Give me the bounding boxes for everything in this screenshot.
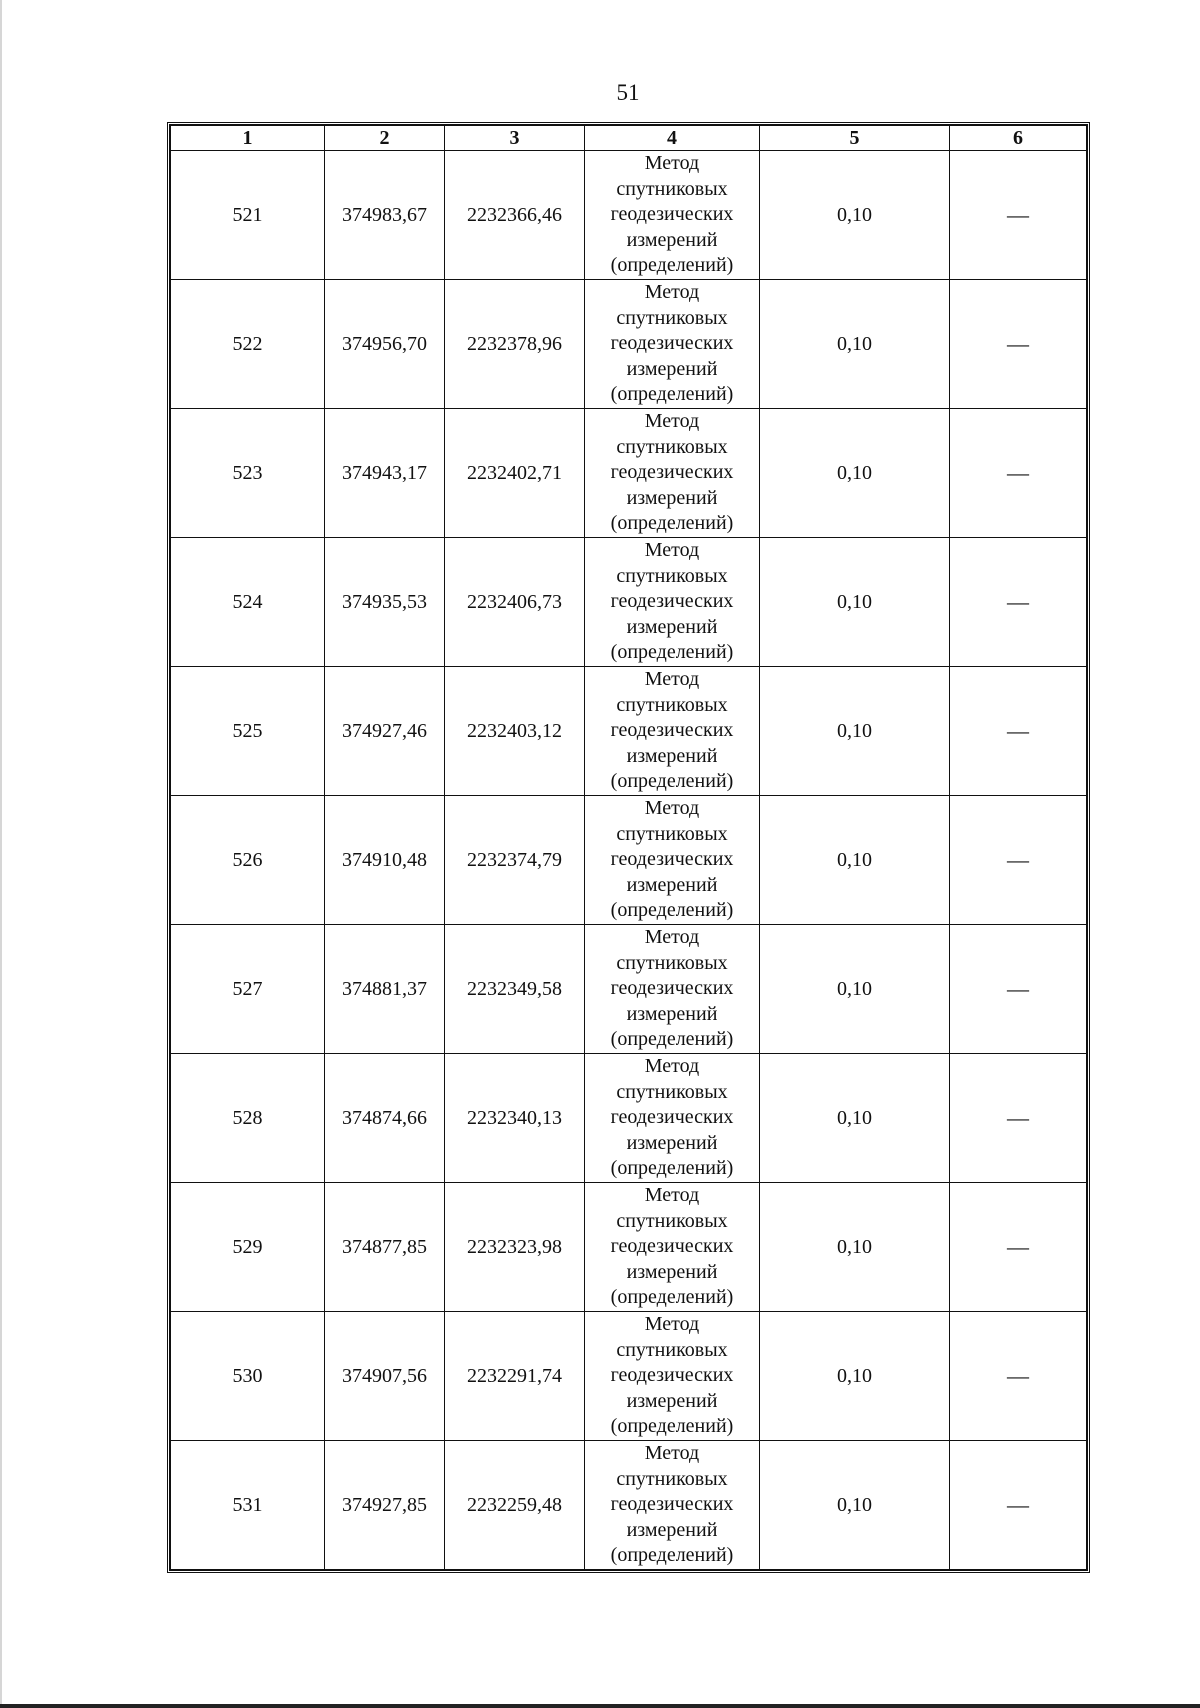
accuracy-cell: 0,10 bbox=[760, 925, 950, 1054]
header-col-1: 1 bbox=[171, 126, 325, 151]
accuracy-cell: 0,10 bbox=[760, 409, 950, 538]
table-row bbox=[171, 1183, 1087, 1312]
note-cell: — bbox=[950, 1054, 1087, 1183]
method-line: Метод bbox=[644, 1313, 700, 1336]
method-cell bbox=[585, 667, 760, 796]
method-line: геодезических bbox=[610, 1106, 734, 1129]
table-row bbox=[171, 667, 1087, 796]
method-line: измерений bbox=[626, 228, 718, 251]
method-line: (определений) bbox=[610, 254, 734, 277]
x-coordinate-cell: 374935,53 bbox=[325, 538, 445, 667]
method-line: Метод bbox=[644, 668, 700, 691]
table-row bbox=[171, 1054, 1087, 1183]
page-number: 51 bbox=[616, 80, 640, 105]
table-row bbox=[171, 1441, 1087, 1570]
y-coordinate-cell: 2232259,48 bbox=[445, 1441, 585, 1570]
method-line: Метод bbox=[644, 1442, 700, 1465]
y-coordinate-cell: 2232349,58 bbox=[445, 925, 585, 1054]
note-cell: — bbox=[950, 925, 1087, 1054]
point-number-cell: 529 bbox=[171, 1183, 325, 1312]
table-row bbox=[171, 925, 1087, 1054]
method-line: геодезических bbox=[610, 1364, 734, 1387]
method-line: (определений) bbox=[610, 383, 734, 406]
x-coordinate-cell: 374881,37 bbox=[325, 925, 445, 1054]
header-row bbox=[171, 126, 1087, 151]
table-row bbox=[171, 151, 1087, 280]
method-line: геодезических bbox=[610, 719, 734, 742]
method-line: спутниковых bbox=[616, 693, 728, 716]
table-row bbox=[171, 1312, 1087, 1441]
method-line: спутниковых bbox=[616, 177, 728, 200]
method-line: геодезических bbox=[610, 977, 734, 1000]
y-coordinate-cell: 2232378,96 bbox=[445, 280, 585, 409]
point-number-cell: 523 bbox=[171, 409, 325, 538]
note-cell: — bbox=[950, 667, 1087, 796]
point-number-cell: 522 bbox=[171, 280, 325, 409]
accuracy-cell: 0,10 bbox=[760, 151, 950, 280]
table-body bbox=[171, 151, 1087, 1570]
x-coordinate-cell: 374943,17 bbox=[325, 409, 445, 538]
y-coordinate-cell: 2232374,79 bbox=[445, 796, 585, 925]
table-row bbox=[171, 280, 1087, 409]
method-line: измерений bbox=[626, 615, 718, 638]
method-line: спутниковых bbox=[616, 435, 728, 458]
method-line: измерений bbox=[626, 1389, 718, 1412]
x-coordinate-cell: 374907,56 bbox=[325, 1312, 445, 1441]
method-line: измерений bbox=[626, 744, 718, 767]
method-line: измерений bbox=[626, 1518, 718, 1541]
header-col-3: 3 bbox=[445, 126, 585, 151]
y-coordinate-cell: 2232406,73 bbox=[445, 538, 585, 667]
method-cell bbox=[585, 1183, 760, 1312]
table-header bbox=[171, 126, 1087, 151]
method-line: Метод bbox=[644, 926, 700, 949]
method-line: измерений bbox=[626, 1260, 718, 1283]
point-number-cell: 528 bbox=[171, 1054, 325, 1183]
method-line: (определений) bbox=[610, 1415, 734, 1438]
table-row bbox=[171, 538, 1087, 667]
method-line: геодезических bbox=[610, 461, 734, 484]
accuracy-cell: 0,10 bbox=[760, 667, 950, 796]
y-coordinate-cell: 2232291,74 bbox=[445, 1312, 585, 1441]
note-cell: — bbox=[950, 151, 1087, 280]
method-line: (определений) bbox=[610, 1544, 734, 1567]
method-cell bbox=[585, 280, 760, 409]
method-line: Метод bbox=[644, 281, 700, 304]
point-number-cell: 521 bbox=[171, 151, 325, 280]
accuracy-cell: 0,10 bbox=[760, 1183, 950, 1312]
method-line: геодезических bbox=[610, 848, 734, 871]
y-coordinate-cell: 2232366,46 bbox=[445, 151, 585, 280]
x-coordinate-cell: 374983,67 bbox=[325, 151, 445, 280]
header-col-2: 2 bbox=[325, 126, 445, 151]
method-line: геодезических bbox=[610, 590, 734, 613]
method-line: (определений) bbox=[610, 770, 734, 793]
point-number-cell: 526 bbox=[171, 796, 325, 925]
method-line: спутниковых bbox=[616, 306, 728, 329]
method-line: Метод bbox=[644, 1184, 700, 1207]
point-number-cell: 525 bbox=[171, 667, 325, 796]
method-line: геодезических bbox=[610, 332, 734, 355]
method-line: спутниковых bbox=[616, 951, 728, 974]
method-line: Метод bbox=[644, 539, 700, 562]
y-coordinate-cell: 2232403,12 bbox=[445, 667, 585, 796]
method-cell bbox=[585, 796, 760, 925]
x-coordinate-cell: 374927,46 bbox=[325, 667, 445, 796]
note-cell: — bbox=[950, 280, 1087, 409]
note-cell: — bbox=[950, 796, 1087, 925]
method-cell bbox=[585, 151, 760, 280]
method-line: спутниковых bbox=[616, 1209, 728, 1232]
method-line: Метод bbox=[644, 797, 700, 820]
method-line: Метод bbox=[644, 152, 700, 175]
x-coordinate-cell: 374874,66 bbox=[325, 1054, 445, 1183]
point-number-cell: 524 bbox=[171, 538, 325, 667]
point-number-cell: 527 bbox=[171, 925, 325, 1054]
method-line: геодезических bbox=[610, 203, 734, 226]
coordinates-table bbox=[170, 125, 1087, 1570]
method-line: измерений bbox=[626, 357, 718, 380]
method-line: (определений) bbox=[610, 1286, 734, 1309]
y-coordinate-cell: 2232323,98 bbox=[445, 1183, 585, 1312]
method-line: измерений bbox=[626, 873, 718, 896]
method-cell bbox=[585, 538, 760, 667]
method-line: геодезических bbox=[610, 1493, 734, 1516]
x-coordinate-cell: 374956,70 bbox=[325, 280, 445, 409]
accuracy-cell: 0,10 bbox=[760, 280, 950, 409]
table-row bbox=[171, 796, 1087, 925]
accuracy-cell: 0,10 bbox=[760, 1312, 950, 1441]
header-col-4: 4 bbox=[585, 126, 760, 151]
note-cell: — bbox=[950, 1183, 1087, 1312]
method-line: измерений bbox=[626, 486, 718, 509]
note-cell: — bbox=[950, 409, 1087, 538]
table-row bbox=[171, 409, 1087, 538]
accuracy-cell: 0,10 bbox=[760, 1054, 950, 1183]
x-coordinate-cell: 374927,85 bbox=[325, 1441, 445, 1570]
method-line: Метод bbox=[644, 1055, 700, 1078]
method-line: измерений bbox=[626, 1131, 718, 1154]
method-cell bbox=[585, 409, 760, 538]
method-cell bbox=[585, 1441, 760, 1570]
method-line: (определений) bbox=[610, 641, 734, 664]
method-line: спутниковых bbox=[616, 822, 728, 845]
coordinates-table-frame bbox=[167, 122, 1090, 1573]
method-line: спутниковых bbox=[616, 564, 728, 587]
point-number-cell: 530 bbox=[171, 1312, 325, 1441]
y-coordinate-cell: 2232402,71 bbox=[445, 409, 585, 538]
method-line: (определений) bbox=[610, 512, 734, 535]
header-col-6: 6 bbox=[950, 126, 1087, 151]
method-line: геодезических bbox=[610, 1235, 734, 1258]
x-coordinate-cell: 374910,48 bbox=[325, 796, 445, 925]
x-coordinate-cell: 374877,85 bbox=[325, 1183, 445, 1312]
note-cell: — bbox=[950, 1312, 1087, 1441]
method-cell bbox=[585, 1312, 760, 1441]
y-coordinate-cell: 2232340,13 bbox=[445, 1054, 585, 1183]
method-cell bbox=[585, 1054, 760, 1183]
note-cell: — bbox=[950, 538, 1087, 667]
point-number-cell: 531 bbox=[171, 1441, 325, 1570]
method-line: спутниковых bbox=[616, 1467, 728, 1490]
header-col-5: 5 bbox=[760, 126, 950, 151]
note-cell: — bbox=[950, 1441, 1087, 1570]
method-cell bbox=[585, 925, 760, 1054]
page-left-edge bbox=[0, 0, 2, 1708]
page-bottom-edge bbox=[0, 1704, 1200, 1708]
method-line: (определений) bbox=[610, 899, 734, 922]
method-line: (определений) bbox=[610, 1028, 734, 1051]
accuracy-cell: 0,10 bbox=[760, 1441, 950, 1570]
accuracy-cell: 0,10 bbox=[760, 796, 950, 925]
method-line: спутниковых bbox=[616, 1080, 728, 1103]
method-line: спутниковых bbox=[616, 1338, 728, 1361]
method-line: (определений) bbox=[610, 1157, 734, 1180]
method-line: Метод bbox=[644, 410, 700, 433]
method-line: измерений bbox=[626, 1002, 718, 1025]
accuracy-cell: 0,10 bbox=[760, 538, 950, 667]
